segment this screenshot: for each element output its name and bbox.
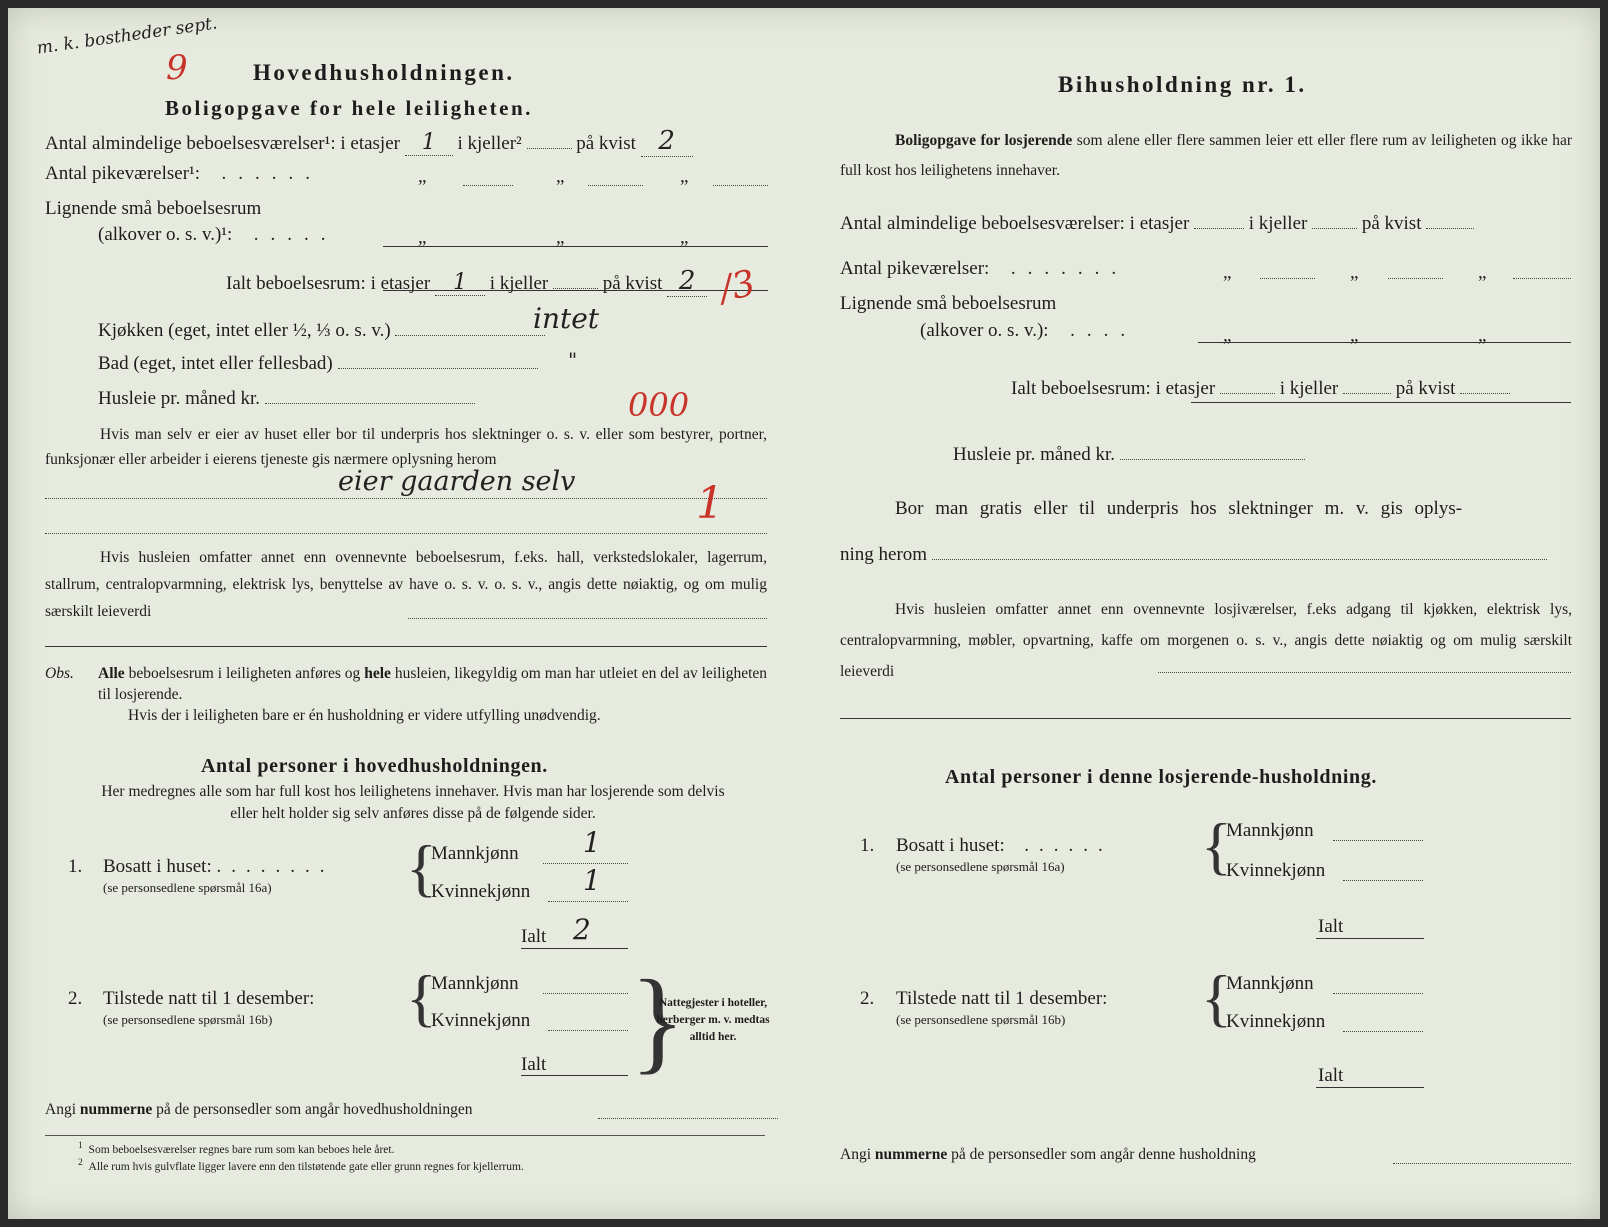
left-rent-label: Husleie pr. måned kr. xyxy=(98,388,260,409)
left-q2-male-field[interactable] xyxy=(543,993,628,994)
left-maid-etasjer-field[interactable] xyxy=(463,185,513,186)
left-total-kjeller-field[interactable] xyxy=(553,288,598,289)
right-rooms-kjeller-label: i kjeller xyxy=(1248,213,1308,234)
left-footnote-2: $^2$ Alle rum hvis gulvflate ligger lavere enn den tilstøtende gate eller grunn regnes for kjellerrum. xyxy=(78,1157,524,1173)
left-q2-total-label: Ialt xyxy=(521,1054,547,1075)
left-rent-includes-text: Hvis husleien omfatter annet enn ovennevnte beboelsesrum, f.eks. hall, verkstedslokaler, lagerrum, stallrum, centralopvarmning, elektrisk lys, benyttelse av have o. s. v. o. s. v., angis dette nøiaktig, og om mulig særskilt leieverdi xyxy=(45,549,767,620)
right-free-text-b-line xyxy=(840,544,1547,566)
left-alcove-ditto-2: „ xyxy=(556,227,565,248)
left-rooms-kvist-field[interactable] xyxy=(641,126,693,157)
left-q1-total-value: 2 xyxy=(573,913,591,946)
handwritten-page-number: 9 xyxy=(166,48,188,88)
left-subtitle: Boligopgave for hele leiligheten. xyxy=(165,96,533,120)
left-alcove-label: (alkover o. s. v.)¹: xyxy=(98,224,233,245)
right-q2-total-field[interactable] xyxy=(1316,1087,1424,1088)
left-maid-label: Antal pikeværelser¹: xyxy=(45,163,201,184)
right-rooms-kvist-label: på kvist xyxy=(1361,213,1422,234)
right-q1-male-label: Mannkjønn xyxy=(1226,820,1314,841)
right-q1-total-label: Ialt xyxy=(1318,916,1344,937)
left-rent-field[interactable] xyxy=(265,403,475,404)
left-bath-value: " xyxy=(568,348,578,372)
left-persons-title: Antal personer i hovedhusholdningen. xyxy=(201,755,548,777)
right-alcove-ditto-3: „ xyxy=(1478,325,1487,346)
right-q2-num: 2. xyxy=(860,988,875,1009)
right-maid-ditto-2: „ xyxy=(1350,262,1359,283)
left-owner-field-1[interactable] xyxy=(45,498,767,499)
right-persons-title: Antal personer i denne losjerende-husholdning. xyxy=(945,766,1377,788)
right-total-line xyxy=(1011,378,1510,400)
left-kitchen-label: Kjøkken (eget, intet eller ½, ⅓ o. s. v.) xyxy=(98,320,391,341)
left-owner-text: Hvis man selv er eier av huset eller bor til underpris hos slektninger o. s. v. eller som bestyrer, portner, funksjonær eller arbeider i eierens tjeneste gis nærmere oplysning herom xyxy=(45,426,767,468)
left-rooms-kjeller-field[interactable] xyxy=(527,148,572,149)
left-owner-red-mark: 1 xyxy=(696,478,724,529)
right-q1-num: 1. xyxy=(860,835,875,856)
right-free-field[interactable] xyxy=(932,559,1547,560)
right-alcove-ditto-1: „ xyxy=(1223,325,1232,346)
right-intro xyxy=(840,126,1572,186)
left-total-underline xyxy=(383,290,768,291)
left-owner-answer: eier gaarden selv xyxy=(338,466,576,497)
left-obs-text-2: Hvis der i leiligheten bare er én husholdning er videre utfylling unødvendig. xyxy=(128,707,601,724)
left-bath-line xyxy=(98,353,538,375)
left-q2-sub: (se personsedlene spørsmål 16b) xyxy=(103,1012,273,1027)
right-q1-female-label: Kvinnekjønn xyxy=(1226,860,1326,881)
left-kitchen-field[interactable] xyxy=(395,335,545,336)
left-obs-label: Obs. xyxy=(45,665,74,682)
right-rooms-kjeller-field[interactable] xyxy=(1312,228,1357,229)
right-intro-rest: som alene eller flere sammen leier ett eller flere rum av leiligheten og ikke har full kost hos leilighetens innehaver. xyxy=(840,132,1572,179)
right-total-etasjer-field[interactable] xyxy=(1220,393,1275,394)
left-guests-note: Nattegjester i hoteller, herberger m. v. medtas alltid her. xyxy=(656,997,770,1043)
left-rooms-kjeller-label: i kjeller² xyxy=(457,133,522,154)
right-total-kvist-field[interactable] xyxy=(1460,393,1510,394)
left-obs-alle: Alle xyxy=(98,665,125,682)
right-rooms-line xyxy=(840,213,1474,235)
left-alcove-line: (alkover o. s. v.)¹: ..... xyxy=(98,224,338,245)
left-kitchen-value: intet xyxy=(533,302,600,335)
left-bath-field[interactable] xyxy=(338,368,538,369)
left-q1-line: Bosatt i huset: ........ xyxy=(103,856,335,877)
right-q1-line: Bosatt i huset: ...... xyxy=(896,835,1113,856)
right-q2-male-label: Mannkjønn xyxy=(1226,973,1314,994)
right-q2-total-label: Ialt xyxy=(1318,1065,1344,1086)
left-rent-includes-field[interactable] xyxy=(408,618,767,619)
right-rooms-kvist-field[interactable] xyxy=(1426,228,1474,229)
left-q2-brace: { xyxy=(406,962,437,1033)
left-q2-female-field[interactable] xyxy=(548,1030,628,1031)
left-rooms-kvist-label: på kvist xyxy=(576,133,636,154)
right-q1-sub: (se personsedlene spørsmål 16a) xyxy=(896,859,1065,874)
right-maid-label: Antal pikeværelser: xyxy=(840,258,990,279)
right-q2-female-label: Kvinnekjønn xyxy=(1226,1011,1326,1032)
left-q1-female-label: Kvinnekjønn xyxy=(431,881,531,902)
left-maid-ditto-3: „ xyxy=(680,166,689,187)
left-kitchen-line xyxy=(98,320,545,342)
left-total-kjeller-label: i kjeller xyxy=(489,273,549,294)
left-q1-num: 1. xyxy=(68,856,83,877)
right-rooms-etasjer-field[interactable] xyxy=(1194,228,1244,229)
right-q1-brace: { xyxy=(1201,810,1232,881)
left-q2-total-field[interactable] xyxy=(521,1075,628,1076)
right-small-rooms-label: Lignende små beboelsesrum xyxy=(840,293,1057,314)
left-owner-field-2[interactable] xyxy=(45,533,767,534)
left-q1-total-field[interactable] xyxy=(521,948,628,949)
right-q2-label: Tilstede natt til 1 desember: xyxy=(896,988,1108,1009)
left-alcove-underline xyxy=(383,246,768,247)
right-rent-includes-field[interactable] xyxy=(1158,672,1571,673)
left-numbers-label-c: på de personsedler som angår hovedhusholdningen xyxy=(156,1101,473,1118)
left-q1-sub: (se personsedlene spørsmål 16a) xyxy=(103,880,272,895)
left-footnote-1-text: Som beboelsesværelser regnes bare rum som kan beboes hele året. xyxy=(88,1143,395,1156)
right-q2-sub: (se personsedlene spørsmål 16b) xyxy=(896,1012,1066,1027)
left-rooms-kvist-value: 2 xyxy=(658,126,675,156)
left-q2-right-brace: } xyxy=(630,957,686,1084)
right-rent-label: Husleie pr. måned kr. xyxy=(953,444,1115,465)
right-maid-kjeller-field[interactable] xyxy=(1388,278,1443,279)
left-rent-line xyxy=(98,388,475,410)
right-numbers-label-a: Angi xyxy=(840,1146,871,1163)
census-form-sheet xyxy=(8,8,1600,1219)
right-title: Bihusholdning nr. 1. xyxy=(1058,72,1307,97)
left-q2-male-label: Mannkjønn xyxy=(431,973,519,994)
right-free-text-b: ning herom xyxy=(840,544,928,565)
left-maid-kvist-field[interactable] xyxy=(713,185,768,186)
left-q1-female-value: 1 xyxy=(583,864,601,897)
right-rooms-label: Antal almindelige beboelsesværelser: i etasjer xyxy=(840,213,1190,234)
left-rent-includes-underline xyxy=(45,646,767,647)
left-rent-value: 000 xyxy=(628,386,690,424)
left-total-line xyxy=(226,266,707,297)
left-rooms-label: Antal almindelige beboelsesværelser¹: i etasjer xyxy=(45,133,400,154)
right-alcove-underline xyxy=(1198,342,1571,343)
right-maid-etasjer-field[interactable] xyxy=(1260,278,1315,279)
left-q1-male-value: 1 xyxy=(583,826,601,859)
left-persons-note: Her medregnes alle som har full kost hos leilighetens innehaver. Hvis man har losjerende som delvis eller helt holder sig selv anføres disse på de følgende sider. xyxy=(101,783,725,822)
left-alcove-ditto-3: „ xyxy=(680,227,689,248)
right-maid-kvist-field[interactable] xyxy=(1513,278,1571,279)
left-rooms-line xyxy=(45,126,693,157)
right-total-label: Ialt beboelsesrum: i etasjer xyxy=(1011,378,1216,399)
left-obs-text-1b: beboelsesrum i leiligheten anføres og xyxy=(128,665,361,682)
left-obs-text xyxy=(98,663,767,705)
left-rooms-etasjer-value: 1 xyxy=(421,130,436,155)
right-total-underline xyxy=(1191,402,1571,403)
left-numbers-label-a: Angi xyxy=(45,1101,76,1118)
right-q1-female-field[interactable] xyxy=(1343,880,1423,881)
left-obs-text-1d: husleien, likegyldig om man har utleiet en del av leiligheten til losjerende. xyxy=(98,665,768,703)
left-maid-ditto-2: „ xyxy=(556,166,565,187)
left-total-kvist-label: på kvist xyxy=(602,273,663,294)
left-small-rooms-label: Lignende små beboelsesrum xyxy=(45,198,262,219)
right-alcove-line: (alkover o. s. v.): .... xyxy=(920,320,1138,341)
left-footnote-rule xyxy=(45,1135,765,1136)
right-total-kvist-label: på kvist xyxy=(1395,378,1456,399)
right-numbers-label-b: nummerne xyxy=(874,1146,948,1163)
right-q2-brace: { xyxy=(1201,962,1232,1033)
right-rent-includes-underline xyxy=(840,718,1571,719)
right-q2-male-field[interactable] xyxy=(1333,993,1423,994)
right-total-kjeller-field[interactable] xyxy=(1343,393,1391,394)
left-title: Hovedhusholdningen. xyxy=(253,60,515,85)
right-q2-female-field[interactable] xyxy=(1343,1031,1423,1032)
left-numbers-field[interactable] xyxy=(598,1118,778,1119)
right-q1-total-field[interactable] xyxy=(1316,938,1424,939)
left-maid-ditto-1: „ xyxy=(418,166,427,187)
left-rooms-etasjer-field[interactable] xyxy=(405,130,453,156)
left-total-etasjer-value: 1 xyxy=(452,270,467,295)
left-alcove-ditto-1: „ xyxy=(418,227,427,248)
left-q2-num: 2. xyxy=(68,988,83,1009)
left-numbers-line xyxy=(45,1101,472,1119)
left-q1-brace: { xyxy=(406,832,437,903)
right-free-text-a: Bor man gratis eller til underpris hos slektninger m. v. gis oplys- xyxy=(895,498,1463,519)
left-q2-label: Tilstede natt til 1 desember: xyxy=(103,988,315,1009)
left-footnote-1: $^1$ Som beboelsesværelser regnes bare rum som kan beboes hele året. xyxy=(78,1140,395,1156)
left-total-etasjer-field[interactable] xyxy=(435,270,485,296)
right-total-kjeller-label: i kjeller xyxy=(1279,378,1339,399)
right-maid-line: Antal pikeværelser: ....... xyxy=(840,258,1129,279)
left-total-red-note: /3 xyxy=(716,262,759,311)
handwritten-corner-note: m. k. bostheder sept. xyxy=(35,13,219,59)
left-maid-kjeller-field[interactable] xyxy=(588,185,643,186)
right-numbers-label-c: på de personsedler som angår denne husholdning xyxy=(951,1146,1256,1163)
right-rent-field[interactable] xyxy=(1120,459,1305,460)
right-intro-bold: Boligopgave for losjerende xyxy=(895,132,1073,149)
right-rent-includes-text: Hvis husleien omfatter annet enn ovennevnte losjiværelser, f.eks adgang til kjøkken, elektrisk lys, centralopvarmning, møbler, opvartning, kaffe om morgenen o. s. v., angis dette nøiaktig og om mulig særskilt leieverdi xyxy=(840,601,1572,680)
left-q2-female-label: Kvinnekjønn xyxy=(431,1010,531,1031)
left-q1-label: Bosatt i huset: xyxy=(103,856,212,877)
right-numbers-line xyxy=(840,1146,1256,1164)
left-numbers-label-b: nummerne xyxy=(79,1101,153,1118)
left-bath-label: Bad (eget, intet eller fellesbad) xyxy=(98,353,333,374)
right-q1-male-field[interactable] xyxy=(1333,840,1423,841)
right-rent-line xyxy=(953,444,1305,466)
right-maid-ditto-3: „ xyxy=(1478,262,1487,283)
right-q1-label: Bosatt i huset: xyxy=(896,835,1005,856)
left-maid-line: Antal pikeværelser¹: ...... xyxy=(45,163,323,184)
right-alcove-ditto-2: „ xyxy=(1350,325,1359,346)
left-total-label: Ialt beboelsesrum: i etasjer xyxy=(226,273,431,294)
right-maid-ditto-1: „ xyxy=(1223,262,1232,283)
left-q1-total-label: Ialt xyxy=(521,926,547,947)
left-footnote-2-text: Alle rum hvis gulvflate ligger lavere enn den tilstøtende gate eller grunn regnes for kjellerrum. xyxy=(88,1160,524,1173)
left-q1-female-field[interactable] xyxy=(548,901,628,902)
right-numbers-field[interactable] xyxy=(1393,1163,1571,1164)
left-total-kvist-value: 2 xyxy=(678,266,696,296)
left-total-kvist-field[interactable] xyxy=(667,266,707,297)
left-q1-male-label: Mannkjønn xyxy=(431,843,519,864)
left-obs-hele: hele xyxy=(364,665,391,682)
right-alcove-label: (alkover o. s. v.): xyxy=(920,320,1049,341)
